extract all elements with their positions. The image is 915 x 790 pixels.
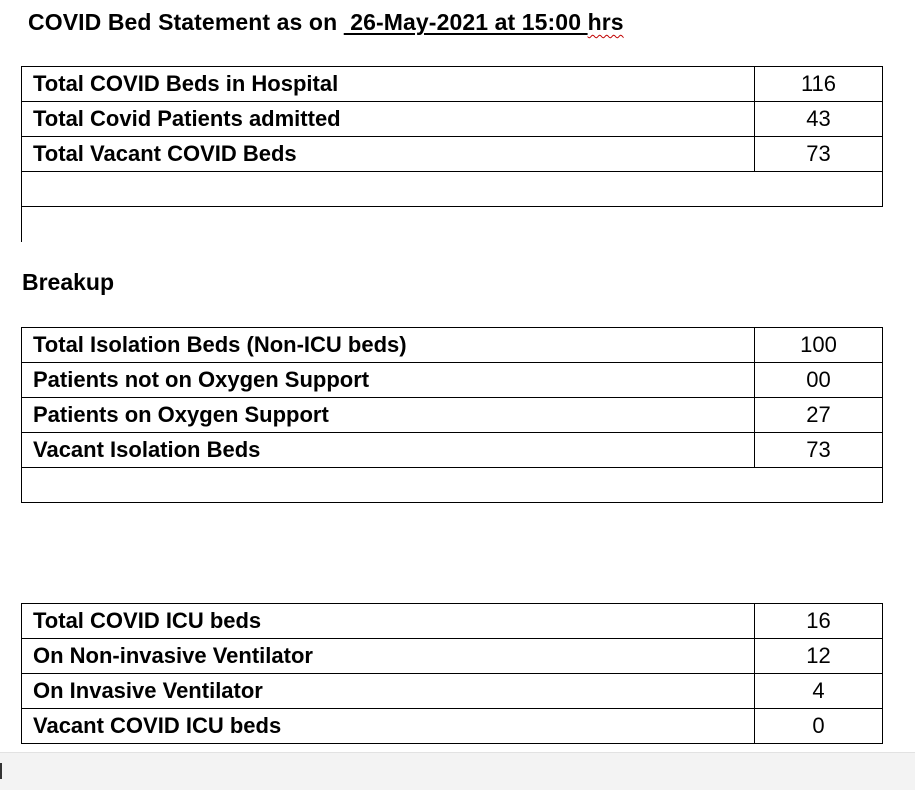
table-row	[22, 674, 883, 709]
text-cursor	[0, 763, 2, 779]
row-label: Vacant COVID ICU beds	[22, 709, 755, 744]
row-value: 4	[755, 674, 883, 709]
row-label: Total Isolation Beds (Non-ICU beds)	[22, 328, 755, 363]
table-row	[22, 433, 883, 468]
table-row-empty	[22, 172, 883, 207]
table-row	[22, 363, 883, 398]
title-suffix: hrs	[587, 9, 624, 35]
document-title	[28, 9, 624, 36]
table-row	[22, 604, 883, 639]
table-row-empty	[22, 468, 883, 503]
table-row	[22, 67, 883, 102]
row-value: 0	[755, 709, 883, 744]
row-value: 73	[755, 137, 883, 172]
table-row	[22, 137, 883, 172]
table-row	[22, 639, 883, 674]
row-value: 00	[755, 363, 883, 398]
table-border-stub	[21, 207, 22, 242]
row-label: Total Covid Patients admitted	[22, 102, 755, 137]
row-label: Patients on Oxygen Support	[22, 398, 755, 433]
empty-cell	[22, 468, 883, 503]
title-date: 26-May-2021 at 15:00	[343, 9, 588, 35]
empty-cell	[22, 172, 883, 207]
title-prefix: COVID Bed Statement as on	[28, 9, 338, 35]
row-label: Vacant Isolation Beds	[22, 433, 755, 468]
summary-table	[21, 66, 883, 207]
editor-bottom-strip	[0, 752, 915, 790]
table-row	[22, 102, 883, 137]
row-value: 116	[755, 67, 883, 102]
table-row	[22, 328, 883, 363]
row-label: On Invasive Ventilator	[22, 674, 755, 709]
row-value: 16	[755, 604, 883, 639]
icu-table	[21, 603, 883, 744]
row-label: Patients not on Oxygen Support	[22, 363, 755, 398]
row-label: On Non-invasive Ventilator	[22, 639, 755, 674]
row-value: 43	[755, 102, 883, 137]
breakup-table	[21, 327, 883, 503]
row-value: 100	[755, 328, 883, 363]
row-value: 73	[755, 433, 883, 468]
table-row	[22, 709, 883, 744]
row-label: Total Vacant COVID Beds	[22, 137, 755, 172]
row-label: Total COVID Beds in Hospital	[22, 67, 755, 102]
row-label: Total COVID ICU beds	[22, 604, 755, 639]
row-value: 27	[755, 398, 883, 433]
breakup-heading: Breakup	[22, 269, 115, 295]
row-value: 12	[755, 639, 883, 674]
table-row	[22, 398, 883, 433]
